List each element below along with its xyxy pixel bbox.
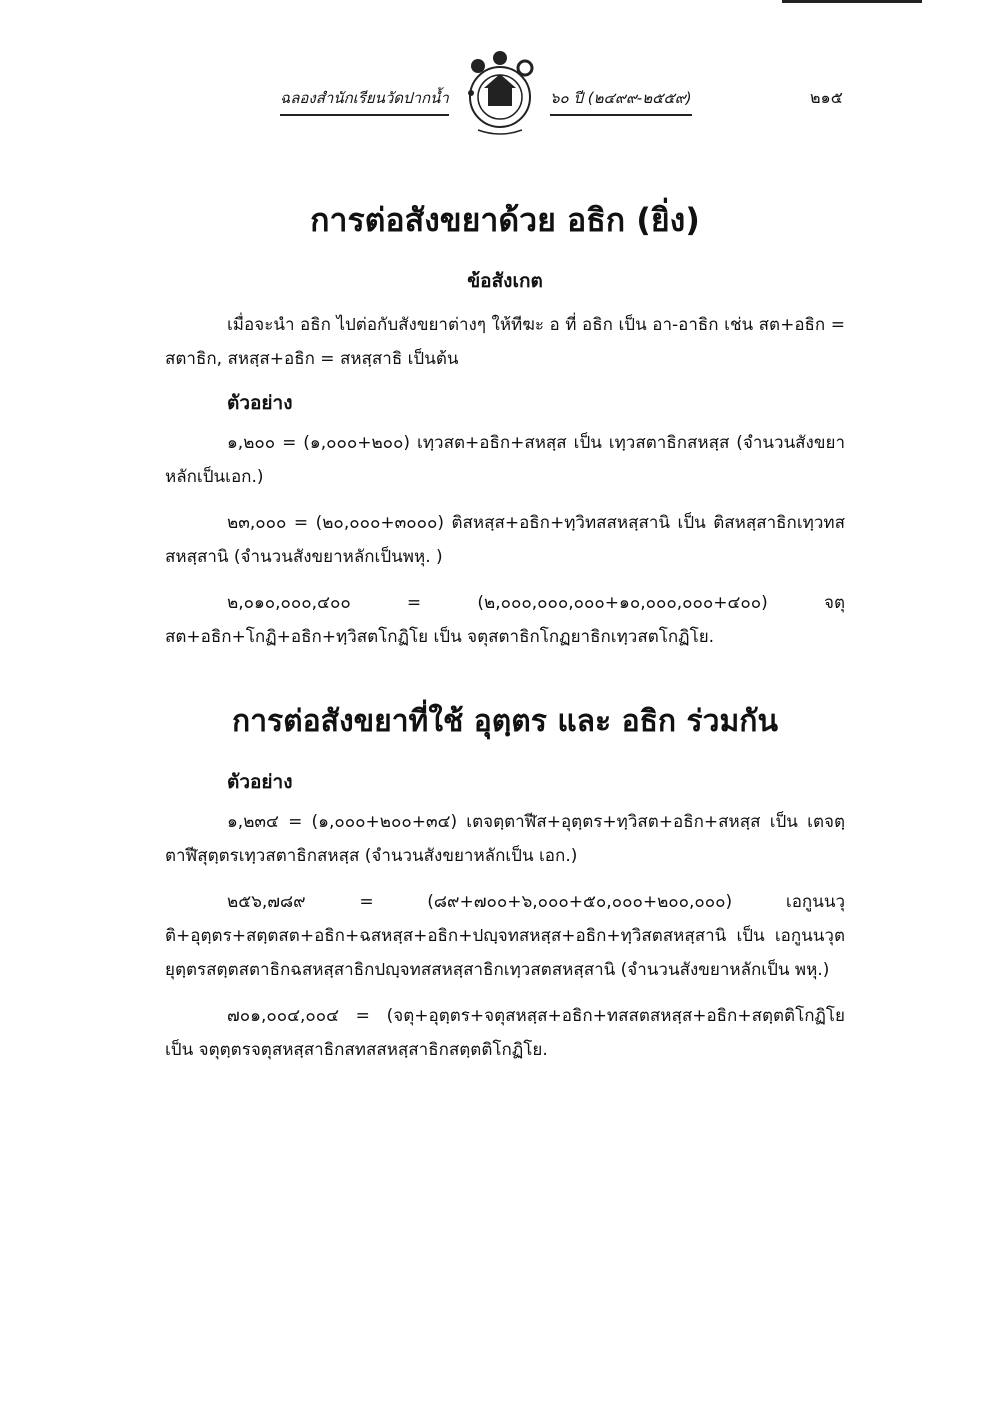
page-number: ๒๑๕ (810, 88, 843, 107)
top-edge-line (782, 0, 922, 3)
example-label: ตัวอย่าง (227, 771, 293, 793)
note-heading: ข้อสังเกต (467, 270, 543, 292)
example-paragraph: ๑,๒๓๔ = (๑,๐๐๐+๒๐๐+๓๔) เตจตฺตาฬีส+อุตฺตร+ทฺวิสต+อธิก+สหสฺส เป็น เตจตฺตาฬีสุตฺตรเทฺวสตาธิกสหสฺส (จำนวนสังขยาหลักเป็น เอก.) (165, 812, 845, 866)
page-body (165, 195, 845, 1079)
running-header (280, 50, 860, 140)
header-left-text: ฉลองสำนักเรียนวัดปากน้ำ (280, 86, 449, 116)
example-paragraph: ๗๐๑,๐๐๔,๐๐๔ = (จตุ+อุตฺตร+จตุสหสฺส+อธิก+ทสสตสหสฺส+อธิก+สตฺตติโกฏิโย เป็น จตุตฺตรจตุสหสฺสาธิกสทสสหสฺสาธิกสตฺตติโกฏิโย. (165, 1006, 845, 1060)
section1-title: การต่อสังขยาด้วย อธิก (ยิ่ง) (310, 201, 700, 239)
temple-emblem-icon (450, 50, 550, 140)
example-label: ตัวอย่าง (227, 392, 293, 414)
note-paragraph: เมื่อจะนำ อธิก ไปต่อกับสังขยาต่างๆ ให้ทีฆะ อ ที่ อธิก เป็น อา-อาธิก เช่น สต+อธิก = สตาธิก, สหสฺส+อธิก = สหสฺสาธิ เป็นต้น (165, 315, 845, 369)
header-right-text: ๖๐ ปี (๒๔๙๙-๒๕๕๙) (550, 86, 692, 116)
section2-title: การต่อสังขยาที่ใช้ อุตฺตร และ อธิก ร่วมกัน (232, 704, 778, 739)
example-paragraph: ๒๓,๐๐๐ = (๒๐,๐๐๐+๓๐๐๐) ติสหสฺส+อธิก+ทฺวิทสสหสฺสานิ เป็น ติสหสฺสาธิกเทฺวทสสหสฺสานิ (จำนวนสังขยาหลักเป็นพหุ. ) (165, 513, 845, 567)
example-paragraph: ๒๕๖,๗๘๙ = (๘๙+๗๐๐+๖,๐๐๐+๕๐,๐๐๐+๒๐๐,๐๐๐) เอกูนนวุติ+อุตฺตร+สตฺตสต+อธิก+ฉสหสฺส+อธิก+ปญฺจทสหสฺส+อธิก+ทฺวิสตสหสฺสานิ เป็น เอกูนนวุตยุตฺตรสตฺตสตาธิกฉสหสฺสาธิกปญฺจทสสหสฺสาธิกเทฺวสตสหสฺสานิ (จำนวนสังขยาหลักเป็น พหุ.) (165, 892, 845, 980)
example-paragraph: ๒,๐๑๐,๐๐๐,๔๐๐ = (๒,๐๐๐,๐๐๐,๐๐๐+๑๐,๐๐๐,๐๐๐+๔๐๐) จตุสต+อธิก+โกฏิ+อธิก+ทฺวิสตโกฏิโย เป็น จตุสตาธิกโกฏยาธิกเทฺวสตโกฏิโย. (165, 593, 845, 647)
example-paragraph: ๑,๒๐๐ = (๑,๐๐๐+๒๐๐) เทฺวสต+อธิก+สหสฺส เป็น เทฺวสตาธิกสหสฺส (จำนวนสังขยาหลักเป็นเอก.) (165, 433, 845, 487)
